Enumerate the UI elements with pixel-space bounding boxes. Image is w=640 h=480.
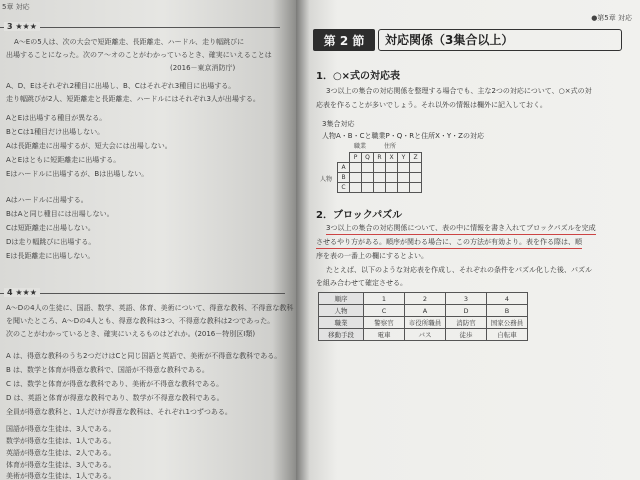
table-cell: 電車 bbox=[364, 329, 405, 341]
q4-option-4: 体育が得意な生徒は、3人である。 bbox=[6, 461, 116, 469]
table-cell: 市役所職員 bbox=[405, 317, 446, 329]
table-cell: 警察官 bbox=[364, 317, 405, 329]
grid1-cell bbox=[398, 163, 410, 173]
grid1-row-header: A bbox=[338, 163, 350, 173]
table-header-occupation: 職業 bbox=[319, 317, 364, 329]
grid1-cell bbox=[362, 183, 374, 193]
h1-body-line-2: 応表を作ることが多いでしょう。それ以外の情報は欄外に記入しておく。 bbox=[316, 101, 547, 109]
q4-line-3: 次のことがわかっているとき、確実にいえるものはどれか。(2016－特別区I類) bbox=[6, 330, 256, 338]
table-cell: 1 bbox=[364, 293, 405, 305]
grid1-col-header: X bbox=[386, 153, 398, 163]
q4-option-1: 国語が得意な生徒は、3人である。 bbox=[6, 425, 116, 433]
q4-cond-3: C は、数学と体育が得意な教科であり、美術が不得意な教科である。 bbox=[6, 380, 224, 388]
q4-option-2: 数学が得意な生徒は、1人である。 bbox=[6, 437, 116, 445]
q3-source: (2016－東京消防庁) bbox=[170, 64, 236, 72]
right-page-header: ●第5章 対応 bbox=[591, 14, 632, 22]
q3-cond-2: 走り幅跳びが2人、短距離走と長距離走、ハードルにはそれぞれ3人が出場する。 bbox=[6, 95, 260, 103]
grid1-group-occupation: 職業 bbox=[354, 143, 367, 150]
grid1-cell bbox=[374, 163, 386, 173]
grid1-col-header: Y bbox=[398, 153, 410, 163]
example-description: 人物A・B・Cと職業P・Q・Rと住所X・Y・Zの対応 bbox=[322, 132, 484, 140]
example-title: 3集合対応 bbox=[322, 120, 355, 128]
q3-cond-1: A、D、Eはそれぞれ2種目に出場し、B、Cはそれぞれ3種目に出場する。 bbox=[6, 82, 236, 90]
section-title: 対応関係（3集合以上） bbox=[378, 29, 622, 51]
grid1-row-header: C bbox=[338, 183, 350, 193]
grid1-cell bbox=[410, 163, 422, 173]
section-number-badge: 第 2 節 bbox=[313, 29, 375, 51]
heading-1: 1．○×式の対応表 bbox=[316, 71, 401, 82]
grid1-cell bbox=[410, 173, 422, 183]
left-page-header: 5章 対応 bbox=[2, 3, 30, 11]
grid1-col-header: Z bbox=[410, 153, 422, 163]
heading-2: 2．ブロックパズル bbox=[316, 210, 403, 221]
block-puzzle-table bbox=[318, 292, 528, 341]
q4-cond-1: A は、得意な教科のうち2つだけはCと同じ国語と英語で、美術が不得意な教科である。 bbox=[6, 352, 282, 360]
q3-cond-4: BとCは1種目だけ出場しない。 bbox=[6, 128, 105, 136]
left-page bbox=[0, 0, 296, 480]
q3-cond-3: AとEは出場する種目が異なる。 bbox=[6, 114, 107, 122]
grid1-cell bbox=[362, 163, 374, 173]
q3-line-2: 出場することになった。次のア〜オのことがわかっているとき、確実にいえることは bbox=[6, 51, 272, 59]
q3-option-5: Eは長距離走に出場しない。 bbox=[6, 252, 95, 260]
table-header-order: 順序 bbox=[319, 293, 364, 305]
grid1-cell bbox=[374, 183, 386, 193]
grid1-cell bbox=[410, 183, 422, 193]
q3-option-2: BはAと同じ種目には出場しない。 bbox=[6, 210, 114, 218]
table-cell: 自転車 bbox=[487, 329, 528, 341]
q4-rule bbox=[0, 293, 285, 294]
table-cell: バス bbox=[405, 329, 446, 341]
h2-body-line-4: たとえば、以下のような対応表を作成し、それぞれの条件をパズル化した後、パズル bbox=[326, 266, 592, 274]
table-cell: 2 bbox=[405, 293, 446, 305]
q3-cond-5: Aは長距離走に出場するが、短大会には出場しない。 bbox=[6, 142, 172, 150]
grid1-group-address: 住所 bbox=[384, 143, 397, 150]
grid1-cell bbox=[386, 173, 398, 183]
table-cell: 3 bbox=[446, 293, 487, 305]
table-cell: A bbox=[405, 305, 446, 317]
table-header-transport: 移動手段 bbox=[319, 329, 364, 341]
table-cell: 消防官 bbox=[446, 317, 487, 329]
grid1-col-header: R bbox=[374, 153, 386, 163]
q3-label: 3 ★★★ bbox=[4, 22, 40, 31]
q3-line-1: A〜Eの5人は、次の大会で短距離走、長距離走、ハードル、走り幅跳びに bbox=[14, 38, 245, 46]
grid1-cell bbox=[374, 173, 386, 183]
grid1-cell bbox=[350, 173, 362, 183]
grid1-col-header: P bbox=[350, 153, 362, 163]
h2-body-line-2: させるやり方がある。順序が関わる場合に、この方法が有効より。表を作る際は、順 bbox=[316, 236, 582, 249]
q3-option-3: Cは短距離走に出場しない。 bbox=[6, 224, 95, 232]
table-cell: 国家公務員 bbox=[487, 317, 528, 329]
table-cell: 4 bbox=[487, 293, 528, 305]
grid1-cell bbox=[386, 163, 398, 173]
table-cell: C bbox=[364, 305, 405, 317]
correspondence-grid bbox=[337, 152, 422, 193]
q4-cond-5: 全員が得意な教科と、1人だけが得意な教科は、それぞれ1つずつある。 bbox=[6, 408, 232, 416]
grid1-group-person: 人物 bbox=[320, 176, 333, 183]
h1-body-line-1: 3つ以上の集合の対応関係を整理する場合でも、主な2つの対応について、○×式の対 bbox=[326, 87, 592, 95]
grid1-corner bbox=[338, 153, 350, 163]
q4-option-5: 美術が得意な生徒は、1人である。 bbox=[6, 472, 116, 480]
q3-cond-6: AとEはともに短距離走に出場する。 bbox=[6, 156, 121, 164]
q3-rule bbox=[0, 27, 280, 28]
q4-cond-2: B は、数学と体育が得意な教科で、国語が不得意な教科である。 bbox=[6, 366, 209, 374]
grid1-cell bbox=[362, 173, 374, 183]
h2-body-line-5: を組み合わせて確定させる。 bbox=[316, 279, 407, 287]
q4-cond-4: D は、英語と体育が得意な教科であり、数学が不得意な教科である。 bbox=[6, 394, 224, 402]
grid1-col-header: Q bbox=[362, 153, 374, 163]
q3-option-1: Aはハードルに出場する。 bbox=[6, 196, 88, 204]
grid1-cell bbox=[398, 173, 410, 183]
q4-label: 4 ★★★ bbox=[4, 288, 40, 297]
h2-body-line-1: 3つ以上の集合の対応関係について、表の中に情報を書き入れてブロックパズルを完成 bbox=[326, 222, 596, 235]
q3-cond-7: Eはハードルに出場するが、Bは出場しない。 bbox=[6, 170, 149, 178]
grid1-cell bbox=[350, 183, 362, 193]
table-cell: D bbox=[446, 305, 487, 317]
q4-option-3: 英語が得意な生徒は、2人である。 bbox=[6, 449, 116, 457]
table-header-person: 人物 bbox=[319, 305, 364, 317]
q4-line-2: を聞いたところ、A〜Dの4人とも、得意な教科は3つ、不得意な教科は2つであった。 bbox=[6, 317, 275, 325]
q4-line-1: A〜Dの4人の生徒に、国語、数学、英語、体育、美術について、得意な教科、不得意な教科 bbox=[6, 304, 294, 312]
table-cell: 徒歩 bbox=[446, 329, 487, 341]
grid1-cell bbox=[386, 183, 398, 193]
q3-option-4: Dは走り幅跳びに出場する。 bbox=[6, 238, 96, 246]
h2-body-line-3: 序を表の一番上の欄にするとよい。 bbox=[316, 252, 428, 260]
grid1-row-header: B bbox=[338, 173, 350, 183]
grid1-cell bbox=[398, 183, 410, 193]
table-cell: B bbox=[487, 305, 528, 317]
grid1-cell bbox=[350, 163, 362, 173]
